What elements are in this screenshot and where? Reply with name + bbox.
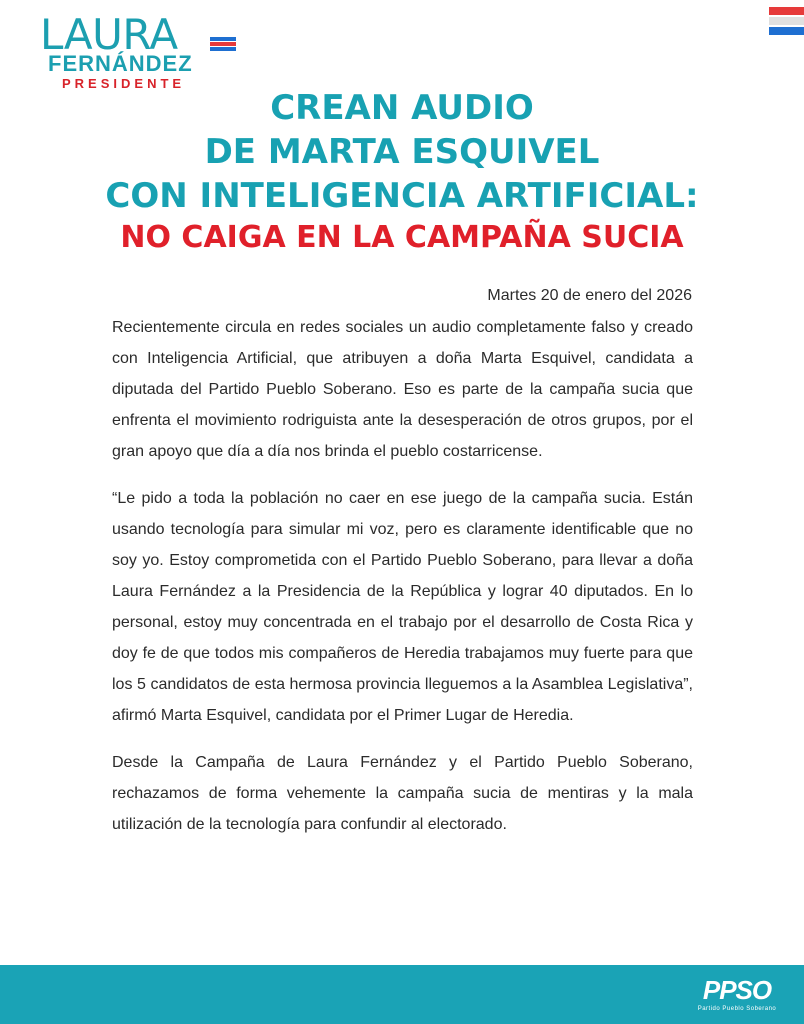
campaign-logo <box>40 12 240 92</box>
headline <box>0 86 804 258</box>
party-logo-name: Partido Pueblo Soberano <box>697 1006 777 1012</box>
headline-subtitle: NO CAIGA EN LA CAMPAÑA SUCIA <box>120 220 684 255</box>
press-date: Martes 20 de enero del 2026 <box>487 287 692 304</box>
logo-role: PRESIDENTE <box>62 76 186 91</box>
paragraph: Desde la Campaña de Laura Fernández y el Partido Pueblo Soberano, rechazamos de forma vehemente la campaña sucia de mentiras y la mala utilización de la tecnología para confundir al electorado. <box>112 754 693 833</box>
headline-line-1: CREAN AUDIO <box>270 88 534 128</box>
quote-paragraph: “Le pido a toda la población no caer en ese juego de la campaña sucia. Están usando tecnología para simular mi voz, pero es claramente identificable que no soy yo. Estoy comprometida con el Partido Pueblo Soberano, para llevar a doña Laura Fernández a la Presidencia de la República y lograr 40 diputados. En lo personal, estoy muy concentrada en el trabajo por el desarrollo de Costa Rica y doy fe de que todos mis compañeros de Heredia trabajamos muy fuerte para que los 5 candidatos de esta hermosa provincia lleguemos a la Asamblea Legislativa”, afirmó Marta Esquivel, candidata por el Primer Lugar de Heredia. <box>112 490 693 724</box>
logo-stripes-icon <box>210 37 236 51</box>
party-logo <box>694 975 780 1019</box>
party-logo-mark: PPSO <box>702 975 772 1005</box>
logo-last-name: FERNÁNDEZ <box>48 51 193 76</box>
paragraph: Recientemente circula en redes sociales un audio completamente falso y creado con Inteligencia Artificial, que atribuyen a doña Marta Esquivel, candidata a diputada del Partido Pueblo Soberano. Eso es parte de la campaña sucia que enfrenta el movimiento rodriguista ante la desesperación de otros grupos, por el gran apoyo que día a día nos brinda el pueblo costarricense. <box>112 319 693 460</box>
footer-bar <box>0 965 804 1024</box>
flag-icon <box>769 7 804 37</box>
press-body <box>112 312 693 856</box>
headline-line-3: CON INTELIGENCIA ARTIFICIAL: <box>105 176 699 216</box>
headline-line-2: DE MARTA ESQUIVEL <box>204 132 600 172</box>
logo-first-name: LAURA <box>40 10 178 59</box>
